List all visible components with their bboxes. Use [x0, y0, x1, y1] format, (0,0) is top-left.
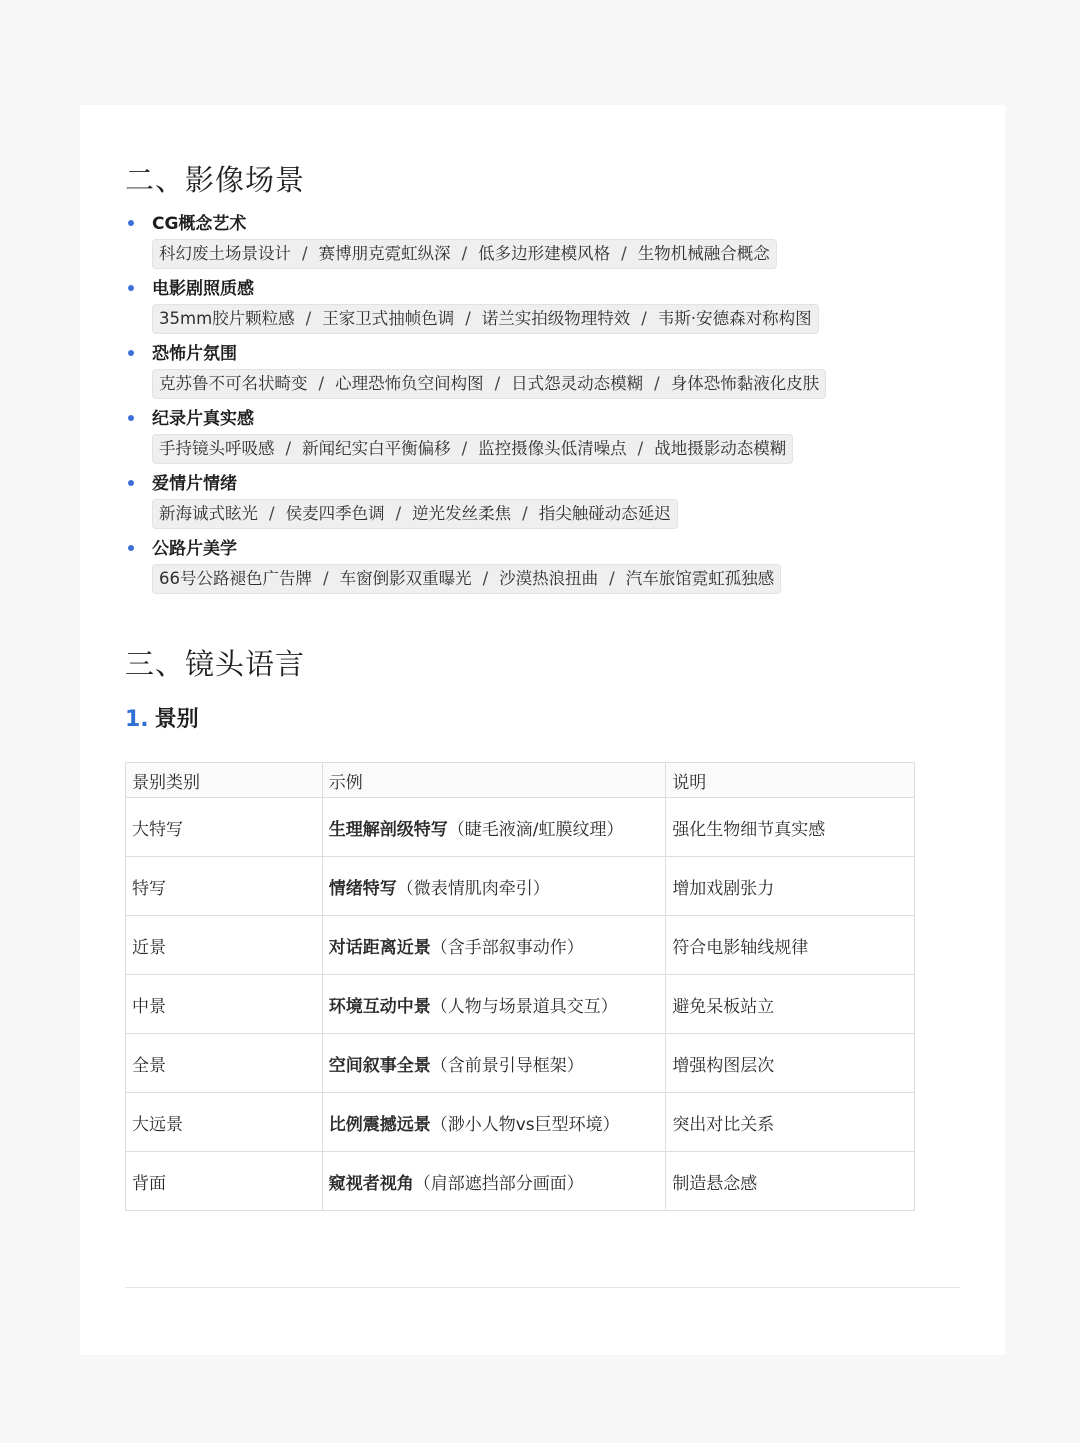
note-cell: 增强构图层次 [666, 1034, 915, 1093]
document-content [125, 160, 965, 1211]
tag: 日式怨灵动态模糊 [511, 374, 644, 393]
example-key: 对话距离近景 [328, 937, 431, 958]
note-cell: 避免呆板站立 [666, 975, 915, 1034]
separator: / [522, 504, 528, 523]
document-page [80, 105, 1005, 1355]
separator: / [609, 569, 615, 588]
tag: 监控摄像头低清噪点 [478, 439, 627, 458]
table-row [126, 916, 915, 975]
separator: / [494, 374, 501, 393]
tag: 战地摄影动态模糊 [654, 439, 787, 458]
example-detail: （肩部遮挡部分画面） [413, 1173, 584, 1194]
shot-type-cell: 背面 [126, 1152, 323, 1211]
tag: 生物机械融合概念 [637, 244, 770, 263]
tag: 车窗倒影双重曝光 [339, 569, 472, 588]
tag: 侯麦四季色调 [285, 504, 385, 523]
example-cell [322, 1034, 666, 1093]
subsection-number: 1. [125, 707, 149, 732]
subsection-title [125, 702, 965, 738]
example-key: 比例震撼远景 [328, 1114, 431, 1135]
tag: 克苏鲁不可名状畸变 [159, 374, 308, 393]
table-row [126, 1152, 915, 1211]
tag-group [152, 369, 826, 399]
shot-type-cell: 特写 [126, 857, 323, 916]
list-item-title: 电影剧照质感 [152, 279, 254, 299]
separator: / [461, 439, 468, 458]
example-key: 情绪特写 [328, 878, 397, 899]
section-title-image-scenes: 二、影像场景 [125, 163, 306, 197]
tag: 指尖触碰动态延迟 [538, 504, 671, 523]
subsection-label: 景别 [154, 707, 199, 732]
tag-group [152, 499, 678, 529]
shot-type-cell: 大特写 [126, 798, 323, 857]
list-item-title: 爱情片情绪 [152, 474, 237, 494]
list-item [125, 342, 965, 399]
separator: / [395, 504, 402, 523]
list-item-title: 公路片美学 [152, 539, 237, 559]
tag: 35mm胶片颗粒感 [159, 309, 295, 328]
separator: / [654, 374, 660, 393]
separator: / [285, 439, 292, 458]
example-cell [322, 1093, 666, 1152]
section-title-camera-language: 三、镜头语言 [125, 647, 306, 681]
example-cell [322, 1152, 666, 1211]
bullet-icon [128, 415, 134, 421]
list-item-title: CG概念艺术 [152, 214, 247, 234]
shot-size-table [125, 762, 915, 1211]
table-row [126, 975, 915, 1034]
separator: / [318, 374, 325, 393]
table-row [126, 1093, 915, 1152]
separator: / [621, 244, 627, 263]
tag: 赛博朋克霓虹纵深 [318, 244, 451, 263]
list-item [125, 212, 965, 269]
tag: 韦斯·安德森对称构图 [657, 309, 812, 328]
shot-type-cell: 大远景 [126, 1093, 323, 1152]
tag: 诺兰实拍级物理特效 [481, 309, 631, 328]
list-item [125, 537, 965, 594]
example-cell [322, 857, 666, 916]
list-item [125, 407, 965, 464]
tag: 新海诚式眩光 [159, 504, 258, 523]
separator: / [461, 244, 468, 263]
tag-group [152, 239, 777, 269]
bullet-icon [128, 285, 134, 291]
note-cell: 增加戏剧张力 [666, 857, 915, 916]
example-detail: （含前景引导框架） [430, 1055, 584, 1076]
shot-type-cell: 中景 [126, 975, 323, 1034]
example-key: 空间叙事全景 [328, 1055, 431, 1076]
list-item-title: 纪录片真实感 [152, 409, 254, 429]
scene-list [125, 212, 965, 594]
tag: 手持镜头呼吸感 [159, 439, 275, 458]
list-item-title: 恐怖片氛围 [152, 344, 237, 364]
note-cell: 制造悬念感 [666, 1152, 915, 1211]
note-cell: 突出对比关系 [666, 1093, 915, 1152]
section-camera-language [125, 644, 965, 1211]
tag: 汽车旅馆霓虹孤独感 [625, 569, 775, 588]
table-row [126, 857, 915, 916]
example-detail: （睫毛液滴/虹膜纹理） [447, 819, 624, 840]
example-detail: （渺小人物vs巨型环境） [430, 1114, 620, 1135]
tag-group [152, 304, 819, 334]
tag: 新闻纪实白平衡偏移 [302, 439, 451, 458]
note-cell: 符合电影轴线规律 [666, 916, 915, 975]
tag-group [152, 434, 793, 464]
separator: / [637, 439, 644, 458]
example-key: 窥视者视角 [328, 1173, 414, 1194]
separator: / [482, 569, 489, 588]
tag: 王家卫式抽帧色调 [322, 309, 455, 328]
example-cell [322, 975, 666, 1034]
tag-group [152, 564, 781, 594]
tag: 心理恐怖负空间构图 [335, 374, 484, 393]
separator: / [269, 504, 275, 523]
tag: 逆光发丝柔焦 [412, 504, 512, 523]
list-item [125, 472, 965, 529]
note-cell: 强化生物细节真实感 [666, 798, 915, 857]
example-detail: （人物与场景道具交互） [430, 996, 618, 1017]
example-detail: （含手部叙事动作） [430, 937, 584, 958]
separator: / [305, 309, 312, 328]
separator: / [641, 309, 647, 328]
tag: 低多边形建模风格 [478, 244, 611, 263]
example-detail: （微表情肌肉牵引） [396, 878, 550, 899]
shot-type-cell: 全景 [126, 1034, 323, 1093]
example-cell [322, 798, 666, 857]
tag: 沙漠热浪扭曲 [499, 569, 599, 588]
bullet-icon [128, 350, 134, 356]
bullet-icon [128, 220, 134, 226]
column-header: 景别类别 [126, 763, 323, 798]
tag: 66号公路褪色广告牌 [159, 569, 312, 588]
column-header: 说明 [666, 763, 915, 798]
table-header-row [126, 763, 915, 798]
separator: / [465, 309, 471, 328]
shot-type-cell: 近景 [126, 916, 323, 975]
divider [125, 1287, 960, 1288]
separator: / [323, 569, 329, 588]
example-key: 环境互动中景 [328, 996, 431, 1017]
table-row [126, 1034, 915, 1093]
bullet-icon [128, 480, 134, 486]
column-header: 示例 [322, 763, 666, 798]
separator: / [302, 244, 308, 263]
example-cell [322, 916, 666, 975]
tag: 身体恐怖黏液化皮肤 [670, 374, 820, 393]
tag: 科幻废土场景设计 [159, 244, 291, 263]
bullet-icon [128, 545, 134, 551]
example-key: 生理解剖级特写 [328, 819, 448, 840]
list-item [125, 277, 965, 334]
table-row [126, 798, 915, 857]
